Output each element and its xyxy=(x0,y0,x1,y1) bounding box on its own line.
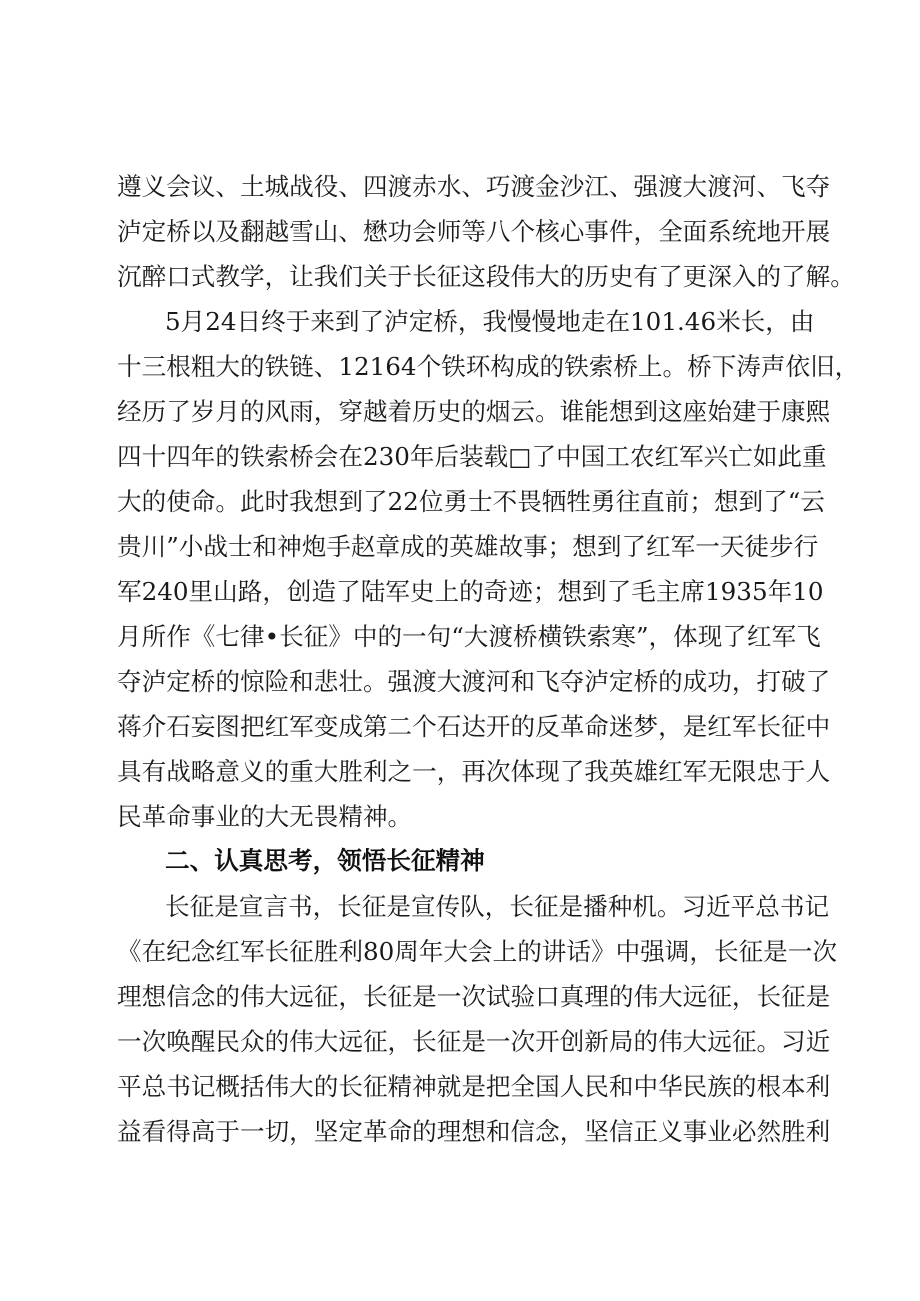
paragraph-line: 十三根粗大的铁链、12164个铁环构成的铁索桥上。桥下涛声依旧， xyxy=(117,352,860,381)
paragraph-line: 泸定桥以及翻越雪山、懋功会师等八个核心事件，全面系统地开展 xyxy=(117,217,831,246)
paragraph-line: 长征是宣言书，长征是宣传队，长征是播种机。习近平总书记 xyxy=(165,892,830,921)
paragraph-line: 遵义会议、土城战役、四渡赤水、巧渡金沙江、强渡大渡河、飞夺 xyxy=(117,172,831,201)
paragraph-line: 平总书记概括伟大的长征精神就是把全国人民和中华民族的根本利 xyxy=(117,1072,831,1101)
paragraph-line: 《在纪念红军长征胜利80周年大会上的讲话》中强调，长征是一次 xyxy=(117,937,837,966)
paragraph-line: 沉醉口式教学，让我们关于长征这段伟大的历史有了更深入的了解。 xyxy=(117,262,855,291)
paragraph-line: 贵川”小战士和神炮手赵章成的英雄故事；想到了红军一天徒步行 xyxy=(117,532,819,561)
paragraph-line: 具有战略意义的重大胜利之一，再次体现了我英雄红军无限忠于人 xyxy=(117,757,831,786)
paragraph-line: 夺泸定桥的惊险和悲壮。强渡大渡河和飞夺泸定桥的成功，打破了 xyxy=(117,667,831,696)
section-heading: 二、认真思考，领悟长征精神 xyxy=(165,846,485,875)
paragraph-line: 军240里山路，创造了陆军史上的奇迹；想到了毛主席1935年10 xyxy=(117,577,824,606)
paragraph-line: 蒋介石妄图把红军变成第二个石达开的反革命迷梦，是红军长征中 xyxy=(117,712,831,741)
paragraph-line: 益看得高于一切，坚定革命的理想和信念，坚信正义事业必然胜利 xyxy=(117,1117,831,1146)
paragraph-line: 民革命事业的大无畏精神。 xyxy=(117,802,413,831)
paragraph-line: 一次唤醒民众的伟大远征，长征是一次开创新局的伟大远征。习近 xyxy=(117,1027,831,1056)
paragraph-line: 理想信念的伟大远征，长征是一次试验口真理的伟大远征，长征是 xyxy=(117,982,831,1011)
paragraph-line: 经历了岁月的风雨，穿越着历史的烟云。谁能想到这座始建于康熙 xyxy=(117,397,831,426)
paragraph-line: 月所作《七律•长征》中的一句“大渡桥横铁索寒”，体现了红军飞 xyxy=(117,622,821,651)
paragraph-line: 四十四年的铁索桥会在230年后装载□了中国工农红军兴亡如此重 xyxy=(117,442,827,471)
paragraph-line: 5月24日终于来到了泸定桥，我慢慢地走在101.46米长，由 xyxy=(165,307,815,336)
paragraph-line: 大的使命。此时我想到了22位勇士不畏牺牲勇往直前；想到了“云 xyxy=(117,487,825,516)
